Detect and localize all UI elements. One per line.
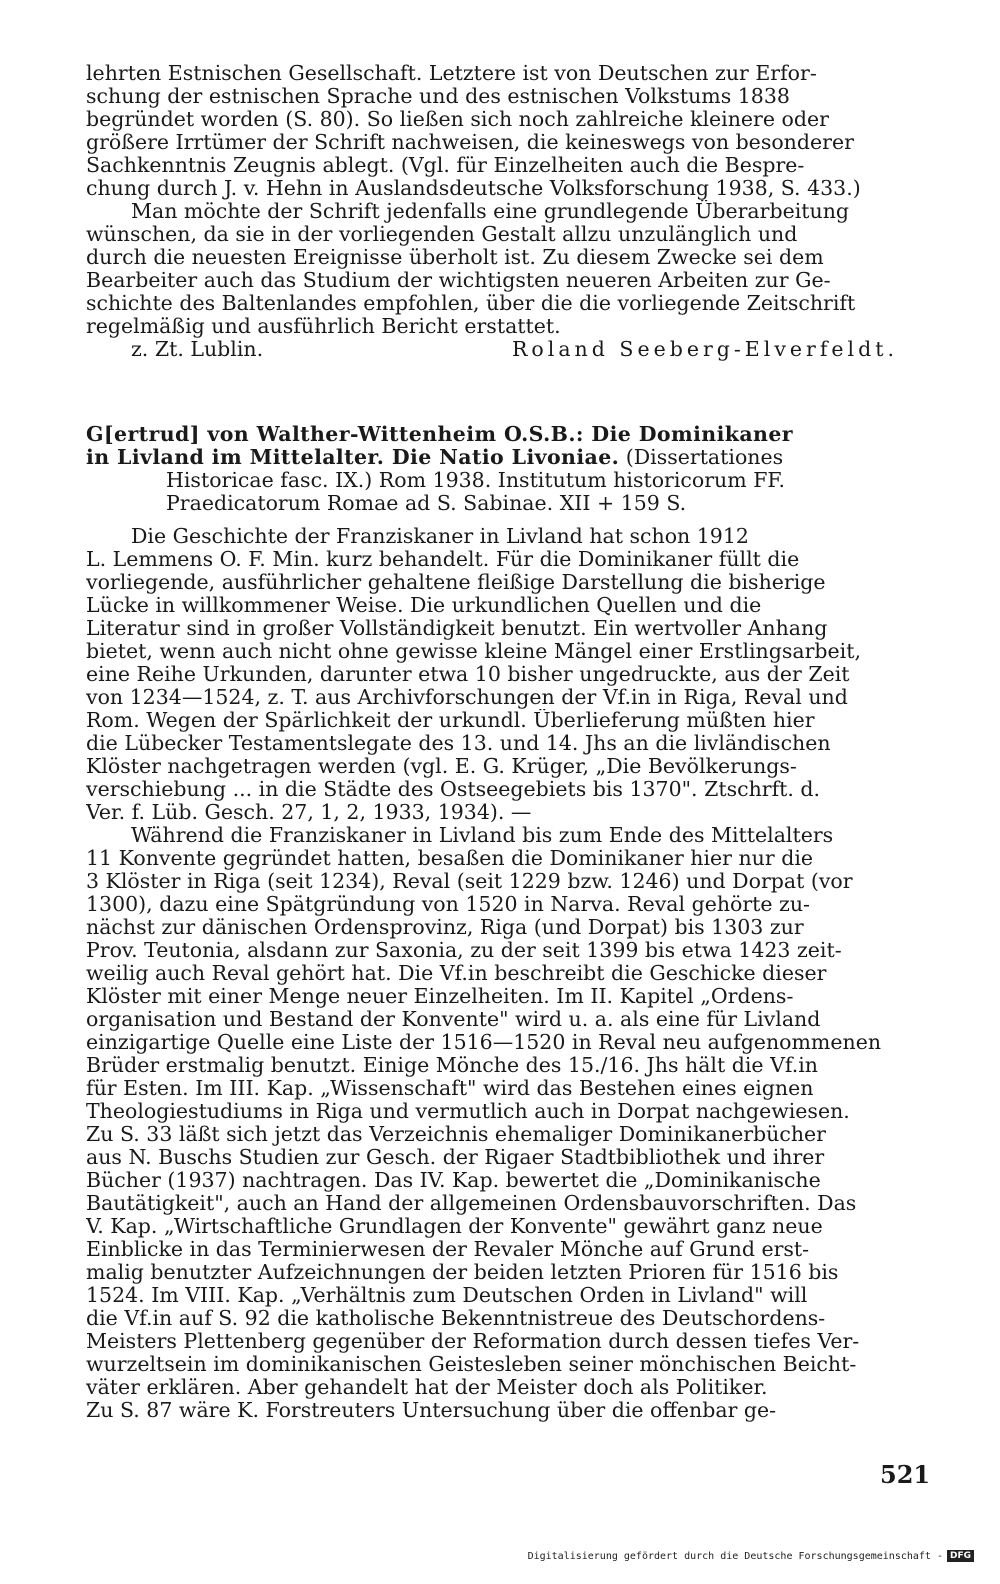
text-line: schichte des Baltenlandes empfohlen, über die die vorliegende Zeitschrift: [86, 292, 856, 315]
text-line: Man möchte der Schrift jedenfalls eine grundlegende Überarbeitung: [131, 200, 850, 223]
text-line: begründet worden (S. 80). So ließen sich noch zahlreiche kleinere oder: [86, 108, 829, 131]
text-line: wurzeltsein im dominikanischen Geistesleben seiner mönchischen Beicht-: [86, 1353, 857, 1376]
text-line: die Vf.in auf S. 92 die katholische Bekenntnistreue des Deutschordens-: [86, 1307, 826, 1330]
reviewer-place: z. Zt. Lublin.: [131, 338, 264, 361]
text-line: L. Lemmens O. F. Min. kurz behandelt. Für die Dominikaner füllt die: [86, 548, 800, 571]
text-line: Während die Franziskaner in Livland bis zum Ende des Mittelalters: [131, 824, 834, 847]
text-line: eine Reihe Urkunden, darunter etwa 10 bisher ungedruckte, aus der Zeit: [86, 663, 850, 686]
text-line: väter erklären. Aber gehandelt hat der Meister doch als Politiker.: [86, 1376, 768, 1399]
series: (Dissertationes: [625, 446, 784, 469]
review-heading-line2: [86, 446, 938, 469]
text-line: vorliegende, ausführlicher gehaltene fleißige Darstellung die bisherige: [86, 571, 826, 594]
text-line: Bücher (1937) nachtragen. Das IV. Kap. bewertet die „Dominikanische: [86, 1169, 821, 1192]
text-line: schung der estnischen Sprache und des estnischen Volkstums 1838: [86, 85, 790, 108]
dfg-logo-icon: DFG: [947, 1550, 974, 1562]
text-line: malig benutzter Aufzeichnungen der beiden letzten Prioren für 1516 bis: [86, 1261, 839, 1284]
text-line: Klöster mit einer Menge neuer Einzelheiten. Im II. Kapitel „Ordens-: [86, 985, 794, 1008]
text-line: die Lübecker Testamentslegate des 13. und 14. Jhs an die livländischen: [86, 732, 831, 755]
text-line: Bautätigkeit", auch an Hand der allgemeinen Ordensbauvorschriften. Das: [86, 1192, 857, 1215]
page-number: 521: [880, 1460, 931, 1489]
text-line: organisation und Bestand der Konvente" wird u. a. als eine für Livland: [86, 1008, 821, 1031]
text-line: Sachkenntnis Zeugnis ablegt. (Vgl. für Einzelheiten auch die Bespre-: [86, 154, 805, 177]
review-heading: G[ertrud] von Walther-Wittenheim O.S.B.: Die Dominikaner: [86, 423, 794, 446]
text-line: für Esten. Im III. Kap. „Wissenschaft" wird das Bestehen eines eignen: [86, 1077, 814, 1100]
text-line: Rom. Wegen der Spärlichkeit der urkundl. Überlieferung müßten hier: [86, 709, 815, 732]
text-line: Zu S. 87 wäre K. Forstreuters Untersuchung über die offenbar ge-: [86, 1399, 777, 1422]
text-line: regelmäßig und ausführlich Bericht erstattet.: [86, 315, 561, 338]
text-line: 1524. Im VIII. Kap. „Verhältnis zum Deutschen Orden in Livland" will: [86, 1284, 808, 1307]
text-line: Literatur sind in großer Vollständigkeit benutzt. Ein wertvoller Anhang: [86, 617, 828, 640]
text-line: Die Geschichte der Franziskaner in Livland hat schon 1912: [131, 525, 749, 548]
review-1: [86, 62, 938, 361]
text-line: wünschen, da sie in der vorliegenden Gestalt allzu unzulänglich und: [86, 223, 798, 246]
text-line: von 1234—1524, z. T. aus Archivforschungen der Vf.in in Riga, Reval und: [86, 686, 848, 709]
page-text: [86, 62, 938, 1422]
biblio-line: Historicae fasc. IX.) Rom 1938. Institutum historicorum FF.: [166, 469, 785, 492]
text-line: größere Irrtümer der Schrift nachweisen, die keineswegs von besonderer: [86, 131, 854, 154]
text-line: Prov. Teutonia, alsdann zur Saxonia, zu der seit 1399 bis etwa 1423 zeit-: [86, 939, 842, 962]
text-line: verschiebung ... in die Städte des Ostseegebiets bis 1370". Ztschrft. d.: [86, 778, 821, 801]
text-line: aus N. Buschs Studien zur Gesch. der Rigaer Stadtbibliothek und ihrer: [86, 1146, 825, 1169]
signature-line: [86, 338, 938, 361]
text-line: V. Kap. „Wirtschaftliche Grundlagen der Konvente" gewährt ganz neue: [86, 1215, 823, 1238]
book-title: in Livland im Mittelalter. Die Natio Livoniae.: [86, 446, 620, 469]
text-line: Einblicke in das Terminierwesen der Revaler Mönche auf Grund erst-: [86, 1238, 810, 1261]
text-line: bietet, wenn auch nicht ohne gewisse kleine Mängel einer Erstlingsarbeit,: [86, 640, 861, 663]
text-line: 11 Konvente gegründet hatten, besaßen die Dominikaner hier nur die: [86, 847, 814, 870]
review-2: [86, 423, 938, 1422]
reviewer-name: Roland Seeberg-Elverfeldt.: [512, 338, 898, 361]
text-line: Meisters Plettenberg gegenüber der Reformation durch dessen tiefes Ver-: [86, 1330, 860, 1353]
text-line: Bearbeiter auch das Studium der wichtigsten neueren Arbeiten zur Ge-: [86, 269, 831, 292]
text-line: weilig auch Reval gehört hat. Die Vf.in beschreibt die Geschicke dieser: [86, 962, 827, 985]
text-line: Theologiestudiums in Riga und vermutlich auch in Dorpat nachgewiesen.: [86, 1100, 850, 1123]
text-line: chung durch J. v. Hehn in Auslandsdeutsche Volksforschung 1938, S. 433.): [86, 177, 861, 200]
footer-credit: [528, 1550, 974, 1562]
text-line: Zu S. 33 läßt sich jetzt das Verzeichnis ehemaliger Dominikanerbücher: [86, 1123, 826, 1146]
text-line: Brüder erstmalig benutzt. Einige Mönche des 15./16. Jhs hält die Vf.in: [86, 1054, 819, 1077]
footer-text: Digitalisierung gefördert durch die Deutsche Forschungsgemeinschaft -: [527, 1550, 943, 1562]
text-line: 3 Klöster in Riga (seit 1234), Reval (seit 1229 bzw. 1246) und Dorpat (vor: [86, 870, 853, 893]
text-line: Klöster nachgetragen werden (vgl. E. G. Krüger, „Die Bevölkerungs-: [86, 755, 797, 778]
biblio-line: Praedicatorum Romae ad S. Sabinae. XII + 159 S.: [166, 492, 687, 515]
text-line: Ver. f. Lüb. Gesch. 27, 1, 2, 1933, 1934). —: [86, 801, 532, 824]
text-line: Lücke in willkommener Weise. Die urkundlichen Quellen und die: [86, 594, 762, 617]
text-line: lehrten Estnischen Gesellschaft. Letztere ist von Deutschen zur Erfor-: [86, 62, 817, 85]
text-line: nächst zur dänischen Ordensprovinz, Riga (und Dorpat) bis 1303 zur: [86, 916, 804, 939]
text-line: einzigartige Quelle eine Liste der 1516—1520 in Reval neu aufgenommenen: [86, 1031, 882, 1054]
text-line: 1300), dazu eine Spätgründung von 1520 in Narva. Reval gehörte zu-: [86, 893, 810, 916]
text-line: durch die neuesten Ereignisse überholt ist. Zu diesem Zwecke sei dem: [86, 246, 824, 269]
